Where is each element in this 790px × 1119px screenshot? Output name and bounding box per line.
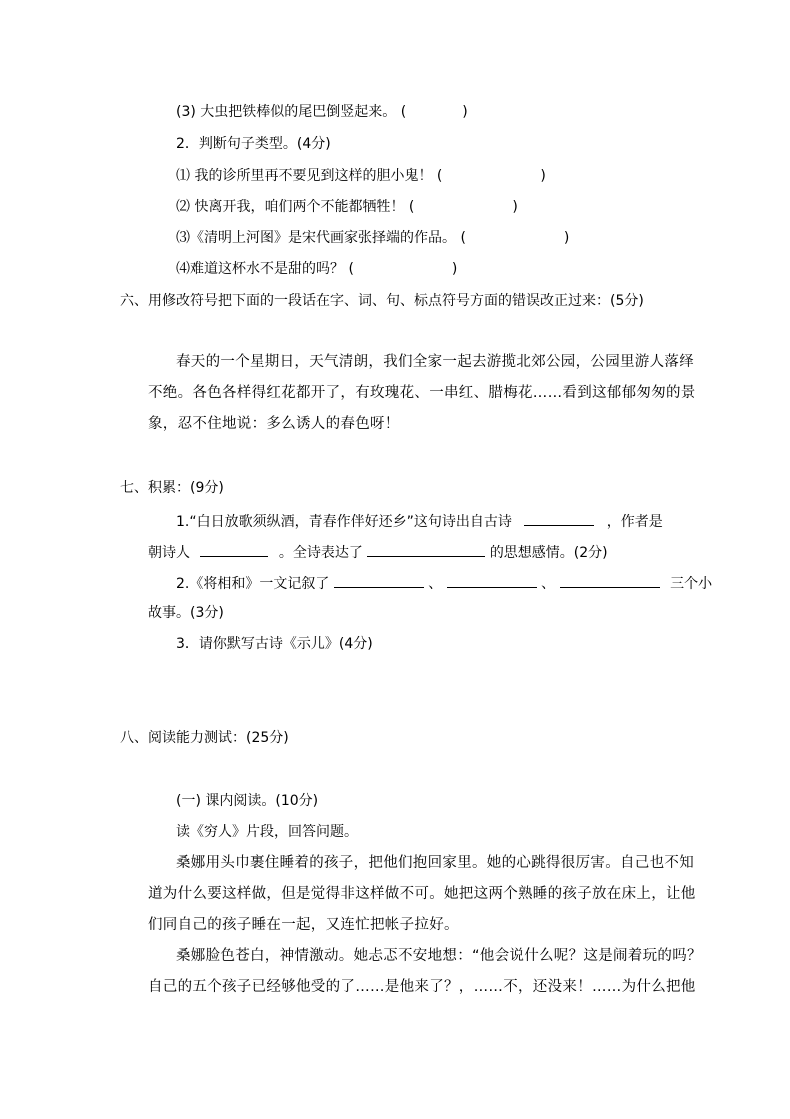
q1-text-a: 1.“白日放歌须纵酒，青春作伴好还乡”这句诗出自古诗 <box>176 514 512 530</box>
section7-q1-line2 <box>148 542 608 562</box>
section7-q3: 3．请你默写古诗《示儿》(4分) <box>176 636 373 652</box>
q1-text-c: 朝诗人 <box>148 545 190 561</box>
q2-text-a: 2.《将相和》一文记叙了 <box>176 576 330 592</box>
section6-title: 六、用修改符号把下面的一段话在字、词、句、标点符号方面的错误改正过来：(5分) <box>120 293 644 309</box>
reading-para1-line2: 道为什么要这样做，但是觉得非这样做不可。她把这两个熟睡的孩子放在床上，让他 <box>148 886 696 902</box>
q2-sep-1: 、 <box>428 576 443 592</box>
q2-item-4: ⑷难道这杯水不是甜的吗？ ( ) <box>176 261 458 277</box>
section7-q2-line2: 故事。(3分) <box>148 605 224 621</box>
q2-item-2: ⑵ 快离开我，咱们两个不能都牺牲！ ( ) <box>176 199 518 215</box>
section7-q1-line1 <box>176 511 663 531</box>
q1-text-d: 。全诗表达了 <box>278 545 363 561</box>
section6-line-1: 春天的一个星期日，天气清朗，我们全家一起去游揽北郊公园，公园里游人落绎 <box>176 354 694 370</box>
story-blank-2[interactable] <box>447 573 537 588</box>
q2-title: 2．判断句子类型。(4分) <box>176 136 331 152</box>
q1-text-e: 的思想感情。(2分) <box>489 545 608 561</box>
section6-line-2: 不绝。各色各样得红花都开了，有玫瑰花、一串红、腊梅花……看到这郁郁匆匆的景 <box>148 385 696 401</box>
q1-text-b: ，作者是 <box>606 514 663 530</box>
dynasty-blank[interactable] <box>200 542 268 557</box>
section8-subtitle: (一) 课内阅读。(10分) <box>176 793 319 809</box>
reading-para2-line1: 桑娜脸色苍白，神情激动。她忐忑不安地想：“他会说什么呢？这是闹着玩的吗？ <box>176 948 702 964</box>
q1-item-3: (3) 大虫把铁棒似的尾巴倒竖起来。 ( ) <box>176 104 468 120</box>
emotion-blank[interactable] <box>367 542 485 557</box>
poem-title-blank[interactable] <box>524 511 594 526</box>
story-blank-1[interactable] <box>334 573 424 588</box>
story-blank-3[interactable] <box>560 573 660 588</box>
q2-text-b: 三个小 <box>670 576 713 592</box>
section8-instruction: 读《穷人》片段，回答问题。 <box>176 824 358 840</box>
section8-title: 八、阅读能力测试：(25分) <box>120 730 289 746</box>
section6-line-3: 象，忍不住地说：多么诱人的春色呀！ <box>148 416 400 432</box>
section7-q2-line1 <box>176 573 712 593</box>
q2-sep-2: 、 <box>541 576 556 592</box>
reading-para1-line3: 们同自己的孩子睡在一起，又连忙把帐子拉好。 <box>148 917 459 933</box>
reading-para2-line2: 自己的五个孩子已经够他受的了……是他来了？，……不，还没来！……为什么把他 <box>148 979 696 995</box>
reading-para1-line1: 桑娜用头巾裹住睡着的孩子，把他们抱回家里。她的心跳得很厉害。自己也不知 <box>176 855 694 871</box>
q2-item-3: ⑶《清明上河图》是宋代画家张择端的作品。 ( ) <box>176 230 570 246</box>
section7-title: 七、积累：(9分) <box>120 480 224 496</box>
q2-item-1: ⑴ 我的诊所里再不要见到这样的胆小鬼！ ( ) <box>176 168 546 184</box>
